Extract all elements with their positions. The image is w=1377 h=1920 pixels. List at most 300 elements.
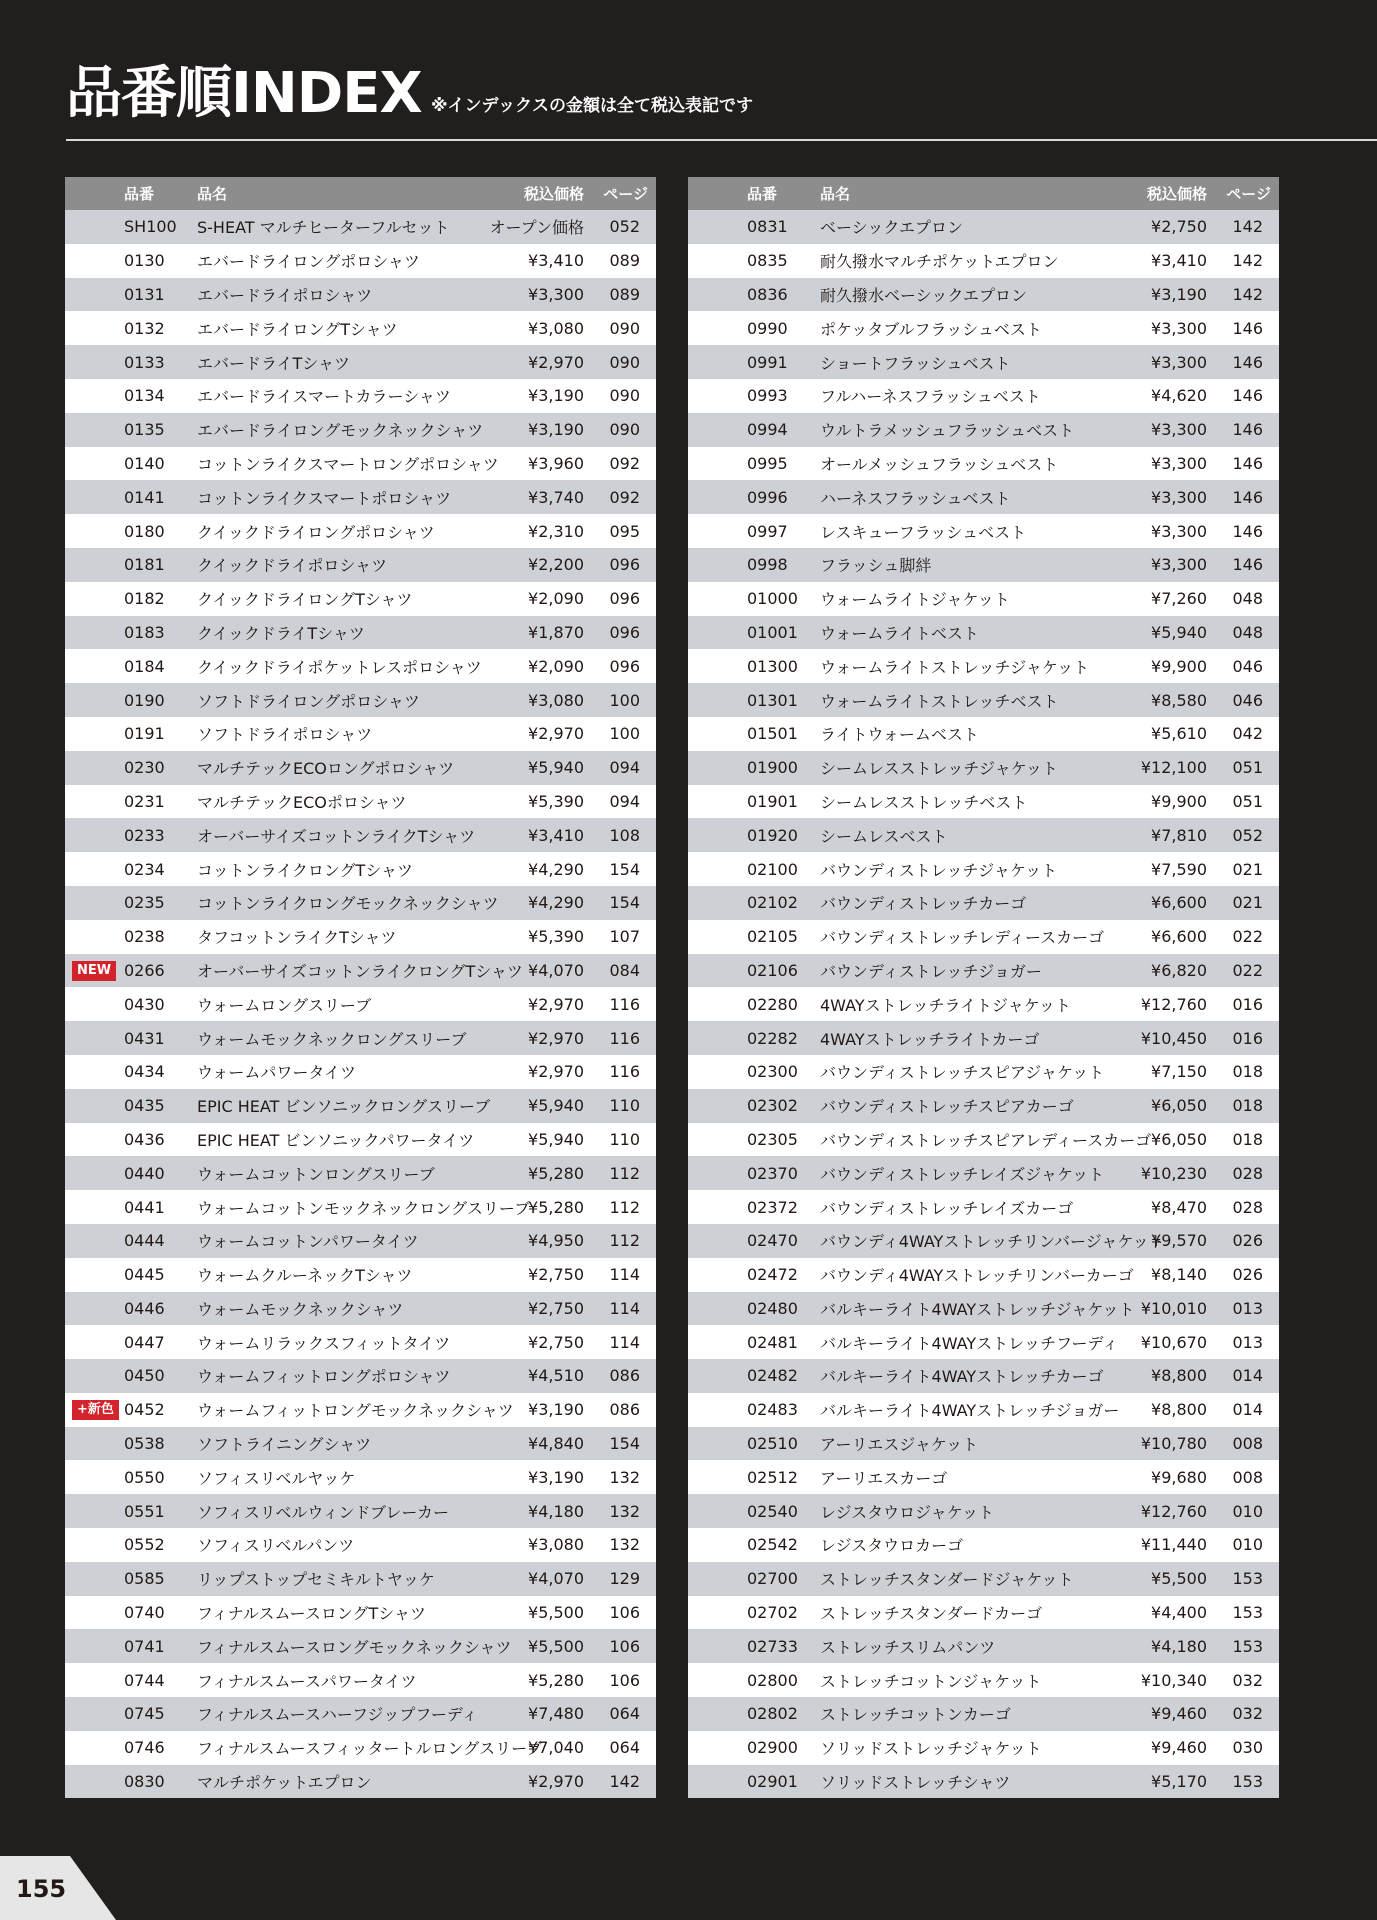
table-row (65, 1359, 656, 1393)
column-header-page: ページ (603, 185, 648, 203)
item-price: ¥5,500 (1151, 1569, 1207, 1589)
column-header-price: 税込価格 (523, 185, 584, 203)
item-code: 02483 (747, 1400, 798, 1420)
item-page: 146 (1232, 352, 1263, 372)
item-name: シームレスベスト (820, 826, 948, 846)
item-code: 0183 (124, 622, 165, 642)
item-price: ¥12,760 (1140, 994, 1207, 1014)
item-code: 0132 (124, 318, 165, 338)
item-code: 0835 (747, 251, 788, 271)
item-page: 064 (609, 1704, 640, 1724)
table-row (65, 447, 656, 481)
item-page: 028 (1232, 1163, 1263, 1183)
item-name: クイックドライTシャツ (197, 623, 365, 643)
item-page: 048 (1232, 589, 1263, 609)
table-row (688, 1156, 1279, 1190)
item-code: 0441 (124, 1197, 165, 1217)
item-price: ¥3,300 (1151, 555, 1207, 575)
column-header-price: 税込価格 (1146, 185, 1207, 203)
table-row (65, 1089, 656, 1123)
table-row (65, 987, 656, 1021)
item-code: 0551 (124, 1501, 165, 1521)
item-page: 146 (1232, 453, 1263, 473)
item-price: ¥3,300 (1151, 318, 1207, 338)
item-page: 052 (609, 217, 640, 237)
item-page: 030 (1232, 1738, 1263, 1758)
item-name: ライトウォームベスト (820, 725, 979, 745)
item-code: 0550 (124, 1467, 165, 1487)
item-price: ¥12,760 (1140, 1501, 1207, 1521)
item-page: 108 (609, 825, 640, 845)
item-price: ¥3,300 (528, 284, 584, 304)
item-page: 146 (1232, 318, 1263, 338)
item-code: 01501 (747, 724, 798, 744)
item-name: バウンディストレッチスピアレディースカーゴ (820, 1130, 1152, 1150)
item-name: マルチテックECOロングポロシャツ (197, 759, 455, 779)
item-code: 0181 (124, 555, 165, 575)
item-price: ¥2,970 (528, 1062, 584, 1082)
table-row (688, 1494, 1279, 1528)
item-code: 0452 (124, 1400, 165, 1420)
item-price: ¥2,750 (528, 1265, 584, 1285)
item-name: 耐久撥水マルチポケットエプロン (820, 252, 1059, 272)
item-code: 0190 (124, 690, 165, 710)
item-name: マルチテックECOポロシャツ (197, 792, 407, 812)
item-page: 110 (609, 1096, 640, 1116)
table-row (65, 480, 656, 514)
item-price: ¥9,900 (1151, 791, 1207, 811)
table-row (688, 886, 1279, 920)
item-name: フィナルスムースフィッタートルロングスリーブ (197, 1739, 543, 1759)
item-name: フラッシュ脚絆 (820, 556, 932, 576)
item-price: ¥8,470 (1151, 1197, 1207, 1217)
table-row (688, 1765, 1279, 1799)
item-code: 02100 (747, 859, 798, 879)
item-code: 02900 (747, 1738, 798, 1758)
item-code: 0234 (124, 859, 165, 879)
item-code: 02282 (747, 1028, 798, 1048)
item-price: ¥4,290 (528, 893, 584, 913)
item-name: ウルトラメッシュフラッシュベスト (820, 421, 1075, 441)
item-price: ¥3,190 (528, 1400, 584, 1420)
item-price: ¥2,970 (528, 352, 584, 372)
table-row (65, 345, 656, 379)
item-name: ハーネスフラッシュベスト (820, 488, 1011, 508)
item-page: 110 (609, 1129, 640, 1149)
item-name: アーリエスカーゴ (820, 1468, 948, 1488)
table-row (65, 413, 656, 447)
table-row (688, 1663, 1279, 1697)
item-page: 146 (1232, 420, 1263, 440)
item-code: 0991 (747, 352, 788, 372)
table-row (688, 582, 1279, 616)
table-row (65, 1663, 656, 1697)
item-code: 0133 (124, 352, 165, 372)
item-page: 096 (609, 589, 640, 609)
item-page: 092 (609, 487, 640, 507)
table-row (65, 649, 656, 683)
item-name: オールメッシュフラッシュベスト (820, 454, 1059, 474)
page-subtitle: ※インデックスの金額は全て税込表記です (431, 96, 754, 116)
item-page: 028 (1232, 1197, 1263, 1217)
table-row (688, 649, 1279, 683)
item-page: 032 (1232, 1670, 1263, 1690)
item-code: 02470 (747, 1231, 798, 1251)
item-code: 0990 (747, 318, 788, 338)
item-code: 0134 (124, 386, 165, 406)
item-name: クイックドライポケットレスポロシャツ (197, 657, 482, 677)
item-name: ウォームモックネックシャツ (197, 1299, 404, 1319)
item-code: 02280 (747, 994, 798, 1014)
item-page: 096 (609, 622, 640, 642)
item-code: 01001 (747, 622, 798, 642)
index-table-right (688, 177, 1279, 1798)
table-row (688, 751, 1279, 785)
table-row (65, 1427, 656, 1461)
item-code: 02305 (747, 1129, 798, 1149)
column-header-code: 品番 (747, 185, 778, 203)
item-page: 022 (1232, 960, 1263, 980)
item-code: 0436 (124, 1129, 165, 1149)
item-code: 0741 (124, 1636, 165, 1656)
item-page: 142 (609, 1772, 640, 1792)
item-price: ¥2,750 (1151, 217, 1207, 237)
table-row (688, 1393, 1279, 1427)
item-name: ソフトライニングシャツ (197, 1435, 372, 1455)
table-row (65, 920, 656, 954)
item-price: ¥10,670 (1140, 1332, 1207, 1352)
index-table-left (65, 177, 656, 1798)
new-badge: NEW (72, 961, 116, 981)
item-name: ソリッドストレッチシャツ (820, 1773, 1011, 1793)
item-price: ¥2,310 (528, 521, 584, 541)
item-page: 090 (609, 420, 640, 440)
table-row (688, 1562, 1279, 1596)
item-page: 153 (1232, 1603, 1263, 1623)
item-code: 0446 (124, 1298, 165, 1318)
item-page: 154 (609, 893, 640, 913)
item-name: バウンディストレッチジョガー (820, 961, 1042, 981)
table-row (65, 1629, 656, 1663)
item-price: ¥5,940 (528, 1096, 584, 1116)
item-code: 02733 (747, 1636, 798, 1656)
item-code: 0993 (747, 386, 788, 406)
item-name: コットンライクスマートロングポロシャツ (197, 454, 499, 474)
item-page: 132 (609, 1467, 640, 1487)
item-price: ¥3,190 (528, 386, 584, 406)
item-name: バウンディ4WAYストレッチリンバージャケット (820, 1232, 1165, 1252)
page-number: 155 (16, 1875, 67, 1903)
item-price: ¥3,960 (528, 453, 584, 473)
item-price: ¥2,750 (528, 1298, 584, 1318)
item-page: 129 (609, 1569, 640, 1589)
item-code: 01301 (747, 690, 798, 710)
table-row (688, 480, 1279, 514)
item-name: バルキーライト4WAYストレッチジャケット (820, 1299, 1135, 1319)
item-code: 0182 (124, 589, 165, 609)
item-page: 084 (609, 960, 640, 980)
item-price: ¥8,140 (1151, 1265, 1207, 1285)
table-row (688, 1224, 1279, 1258)
table-row (65, 1765, 656, 1799)
item-price: ¥10,230 (1140, 1163, 1207, 1183)
item-price: ¥11,440 (1140, 1535, 1207, 1555)
item-price: ¥2,970 (528, 994, 584, 1014)
item-code: 0135 (124, 420, 165, 440)
item-page: 132 (609, 1535, 640, 1555)
item-page: 116 (609, 1062, 640, 1082)
item-name: クイックドライポロシャツ (197, 556, 388, 576)
table-row (688, 1629, 1279, 1663)
item-name: ストレッチコットンジャケット (820, 1671, 1042, 1691)
item-price: ¥7,150 (1151, 1062, 1207, 1082)
item-price: ¥3,080 (528, 1535, 584, 1555)
table-row (688, 514, 1279, 548)
item-name: フィナルスムースロングモックネックシャツ (197, 1637, 512, 1657)
item-price: ¥4,620 (1151, 386, 1207, 406)
item-code: 02372 (747, 1197, 798, 1217)
item-code: 0994 (747, 420, 788, 440)
table-row (65, 1562, 656, 1596)
item-name: ストレッチスタンダードカーゴ (820, 1604, 1043, 1624)
table-row (65, 954, 656, 988)
item-name: バルキーライト4WAYストレッチカーゴ (820, 1367, 1104, 1387)
item-code: 0830 (124, 1772, 165, 1792)
table-row (688, 210, 1279, 244)
table-row (688, 379, 1279, 413)
item-price: ¥6,600 (1151, 893, 1207, 913)
item-page: 094 (609, 758, 640, 778)
item-code: 0538 (124, 1434, 165, 1454)
item-code: SH100 (124, 217, 177, 237)
item-price: ¥9,900 (1151, 656, 1207, 676)
table-row (65, 514, 656, 548)
item-name: バウンディストレッチスピアジャケット (820, 1063, 1105, 1083)
item-page: 153 (1232, 1569, 1263, 1589)
item-name: ウォームリラックスフィットタイツ (197, 1333, 451, 1353)
item-name: ソフィスリベルヤッケ (197, 1468, 356, 1488)
item-page: 142 (1232, 217, 1263, 237)
table-row (65, 1224, 656, 1258)
item-price: ¥5,500 (528, 1603, 584, 1623)
item-name: バウンディストレッチレイズカーゴ (820, 1198, 1074, 1218)
item-code: 0996 (747, 487, 788, 507)
item-page: 021 (1232, 893, 1263, 913)
item-code: 0447 (124, 1332, 165, 1352)
item-price: ¥4,510 (528, 1366, 584, 1386)
item-name: リップストップセミキルトヤッケ (197, 1570, 435, 1590)
item-name: ストレッチコットンカーゴ (820, 1705, 1011, 1725)
item-code: 0230 (124, 758, 165, 778)
item-page: 090 (609, 386, 640, 406)
item-page: 142 (1232, 284, 1263, 304)
table-row (65, 1731, 656, 1765)
item-name: マルチポケットエプロン (197, 1773, 372, 1793)
table-row (688, 1055, 1279, 1089)
item-code: 02512 (747, 1467, 798, 1487)
item-name: エバードライポロシャツ (197, 285, 373, 305)
table-row (65, 1190, 656, 1224)
item-price: ¥9,570 (1151, 1231, 1207, 1251)
item-price: ¥7,590 (1151, 859, 1207, 879)
table-row (688, 1697, 1279, 1731)
item-price: ¥4,180 (1151, 1636, 1207, 1656)
table-row (688, 920, 1279, 954)
item-code: 0238 (124, 927, 165, 947)
item-price: ¥10,780 (1140, 1434, 1207, 1454)
item-page: 008 (1232, 1434, 1263, 1454)
item-name: オーバーサイズコットンライクTシャツ (197, 826, 476, 846)
table-row (688, 447, 1279, 481)
table-row (65, 1258, 656, 1292)
item-price: ¥3,410 (1151, 251, 1207, 271)
item-page: 051 (1232, 758, 1263, 778)
item-page: 010 (1232, 1535, 1263, 1555)
item-price: ¥2,090 (528, 656, 584, 676)
item-name: ウォームコットンパワータイツ (197, 1232, 419, 1252)
item-price: ¥2,200 (528, 555, 584, 575)
item-code: 0191 (124, 724, 165, 744)
item-price: ¥9,460 (1151, 1704, 1207, 1724)
table-row (65, 818, 656, 852)
item-name: EPIC HEAT ビンソニックパワータイツ (197, 1130, 475, 1150)
item-name: フルハーネスフラッシュベスト (820, 387, 1041, 407)
item-name: 耐久撥水ベーシックエプロン (820, 285, 1028, 305)
item-name: レジスタウロカーゴ (820, 1536, 964, 1556)
item-price: ¥6,820 (1151, 960, 1207, 980)
table-row (688, 1596, 1279, 1630)
item-code: 0233 (124, 825, 165, 845)
table-row (688, 987, 1279, 1021)
item-page: 016 (1232, 1028, 1263, 1048)
item-code: 0435 (124, 1096, 165, 1116)
table-row (65, 1596, 656, 1630)
item-page: 052 (1232, 825, 1263, 845)
item-name: 4WAYストレッチライトジャケット (820, 995, 1071, 1015)
item-name: フィナルスムースロングTシャツ (197, 1604, 426, 1624)
item-page: 153 (1232, 1636, 1263, 1656)
item-page: 132 (609, 1501, 640, 1521)
item-code: 0440 (124, 1163, 165, 1183)
item-code: 0585 (124, 1569, 165, 1589)
column-header-code: 品番 (124, 185, 155, 203)
table-row (65, 1325, 656, 1359)
item-name: バウンディストレッチレイズジャケット (820, 1164, 1105, 1184)
item-code: 0552 (124, 1535, 165, 1555)
item-name: ウォームクルーネックTシャツ (197, 1266, 413, 1286)
table-row (65, 1123, 656, 1157)
item-name: ウォームフィットロングモックネックシャツ (197, 1401, 514, 1421)
item-page: 146 (1232, 386, 1263, 406)
item-page: 154 (609, 1434, 640, 1454)
column-header-name: 品名 (820, 185, 851, 203)
table-row (688, 1731, 1279, 1765)
item-name: バウンディストレッチスピアカーゴ (820, 1097, 1074, 1117)
item-price: ¥2,750 (528, 1332, 584, 1352)
item-code: 02480 (747, 1298, 798, 1318)
item-price: ¥3,190 (1151, 284, 1207, 304)
item-code: 0744 (124, 1670, 165, 1690)
item-name: バウンディストレッチレディースカーゴ (820, 928, 1105, 948)
item-name: ウォームモックネックロングスリーブ (197, 1029, 467, 1049)
item-code: 0430 (124, 994, 165, 1014)
item-price: ¥4,400 (1151, 1603, 1207, 1623)
item-code: 02481 (747, 1332, 798, 1352)
item-name: ウォームライトストレッチジャケット (820, 657, 1090, 677)
item-name: エバードライTシャツ (197, 353, 350, 373)
item-code: 02102 (747, 893, 798, 913)
item-page: 096 (609, 656, 640, 676)
item-price: ¥5,390 (528, 791, 584, 811)
item-page: 107 (609, 927, 640, 947)
item-code: 0130 (124, 251, 165, 271)
item-name: バルキーライト4WAYストレッチジョガー (820, 1401, 1120, 1421)
item-price: ¥2,970 (528, 1028, 584, 1048)
table-row (65, 852, 656, 886)
item-price: ¥3,080 (528, 690, 584, 710)
page-title: 品番順INDEX (66, 61, 422, 126)
item-page: 142 (1232, 251, 1263, 271)
item-price: ¥2,090 (528, 589, 584, 609)
item-code: 02700 (747, 1569, 798, 1589)
item-price: ¥5,170 (1151, 1772, 1207, 1792)
item-page: 112 (609, 1163, 640, 1183)
item-code: 02510 (747, 1434, 798, 1454)
item-price: ¥8,580 (1151, 690, 1207, 710)
table-row (65, 1528, 656, 1562)
table-row (65, 1156, 656, 1190)
table-row (65, 244, 656, 278)
item-name: コットンライクロングモックネックシャツ (197, 894, 499, 914)
table-row (65, 278, 656, 312)
item-page: 042 (1232, 724, 1263, 744)
item-name: ソフトドライポロシャツ (197, 725, 373, 745)
item-code: 0235 (124, 893, 165, 913)
column-header-page: ページ (1226, 185, 1271, 203)
item-price: ¥3,300 (1151, 521, 1207, 541)
item-page: 086 (609, 1366, 640, 1386)
item-page: 018 (1232, 1062, 1263, 1082)
item-code: 0995 (747, 453, 788, 473)
item-code: 0231 (124, 791, 165, 811)
item-page: 064 (609, 1738, 640, 1758)
item-price: ¥6,050 (1151, 1096, 1207, 1116)
item-code: 0431 (124, 1028, 165, 1048)
table-row (65, 582, 656, 616)
item-price: ¥4,290 (528, 859, 584, 879)
item-page: 106 (609, 1636, 640, 1656)
item-code: 02482 (747, 1366, 798, 1386)
item-code: 02542 (747, 1535, 798, 1555)
item-code: 01900 (747, 758, 798, 778)
table-row (688, 954, 1279, 988)
item-name: ソフィスリベルウィンドブレーカー (197, 1502, 450, 1522)
item-code: 0997 (747, 521, 788, 541)
item-price: ¥3,740 (528, 487, 584, 507)
item-price: ¥5,390 (528, 927, 584, 947)
item-page: 095 (609, 521, 640, 541)
item-name: ソフトドライロングポロシャツ (197, 691, 420, 711)
item-price: ¥8,800 (1151, 1400, 1207, 1420)
item-page: 018 (1232, 1129, 1263, 1149)
item-page: 112 (609, 1231, 640, 1251)
table-row (65, 717, 656, 751)
item-price: ¥5,500 (528, 1636, 584, 1656)
item-price: ¥7,260 (1151, 589, 1207, 609)
item-page: 100 (609, 724, 640, 744)
item-page: 026 (1232, 1231, 1263, 1251)
item-price: ¥5,280 (528, 1670, 584, 1690)
